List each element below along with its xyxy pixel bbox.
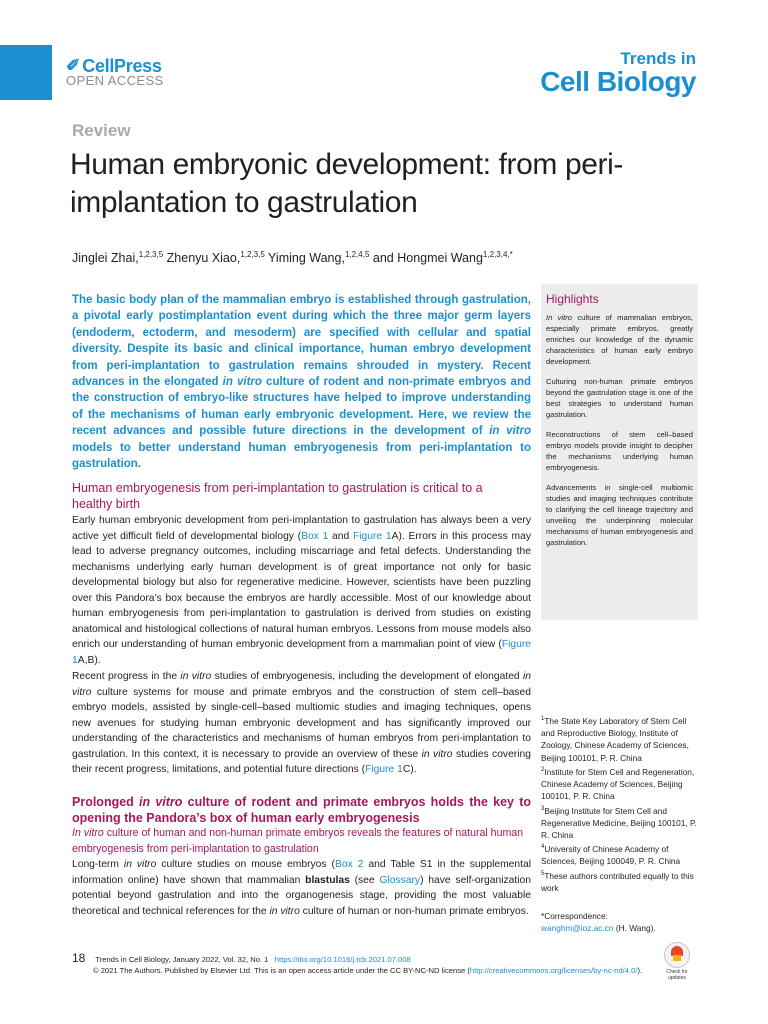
affiliations (541, 713, 698, 894)
section2-subheading (72, 826, 531, 857)
license-text: © 2021 The Authors. Published by Elsevier Ltd. This is an open access article under the CC BY-NC-ND license ( (93, 966, 470, 975)
journal-title-line2: Cell Biology (540, 66, 696, 97)
affiliation-text: Beijing Institute for Stem Cell and Regenerative Medicine, Beijing 100101, P. R. China (541, 805, 697, 840)
paragraph-text: ) have self-organization potential beyond gastrulation and into the organogenesis stage, providing the most valuable theoretical and technical references for the (72, 874, 531, 917)
author-affiliation-marks: 1,2,4,5 (344, 250, 370, 259)
author-name: and Hongmei Wang (372, 251, 483, 266)
paragraph-text: A). Errors in this process may lead to adverse pregnancy outcomes, including miscarriage and fetal defects. Understanding the mechanisms underlying early human development is of great importance not only for basic developmental biology but also for regenerative medicine. However, scientists have been puzzling over this Pandora’s box because the embryos are hardly accessible. Most of our knowledge about human embryogenesis from peri-implantation to gastrulation is derived from studies on existing anatomical and histological collections of natural human embryos. Lessons from mouse models also enrich our understanding of human embryonic development from a mammalian point of view ( (72, 530, 531, 650)
figure1-link[interactable]: Figure 1 (365, 764, 403, 775)
cellpress-icon: ✐ (66, 56, 81, 75)
author-affiliation-marks: 1,2,3,5 (138, 250, 164, 259)
paragraph-italic: in vitro (180, 671, 212, 682)
highlight-item: Culturing non-human primate embryos beyond the gastrulation stage is one of the best strategies to understand human gastrulation. (546, 377, 693, 419)
journal-color-tab (0, 45, 52, 100)
affiliation-number: 2 (541, 766, 545, 773)
section-heading-1: Human embryogenesis from peri-implantation to gastrulation is critical to a healthy birth (72, 481, 483, 511)
journal-title-line1: Trends in (620, 49, 696, 68)
bookmark-icon (664, 942, 690, 968)
affiliation-number: 3 (541, 805, 545, 812)
author-name: Jinglei Zhai, (72, 251, 139, 266)
article-type: Review (72, 121, 131, 140)
subheading-text: culture of human and non-human primate embryos reveals the features of natural human embryogenesis from peri-implantation to gastrulation (72, 827, 524, 855)
article-title: Human embryonic development: from peri-implantation to gastrulation (70, 148, 623, 219)
abstract-text: The basic body plan of the mammalian embryo is established through gastrulation, a pivotal early postimplantation event during which the three major germ layers (endoderm, ectoderm, and mesoderm) are specified with cellular and spatial diversity. Despite its basic and clinical importance, human embryo development from peri-implantation to gastrulation remains shrouded in mystery. Recent advances in the elongated (72, 294, 531, 389)
correspondence (541, 910, 698, 935)
author-list (72, 250, 513, 265)
author-name: Zhenyu Xiao, (166, 251, 241, 266)
footer-license (93, 966, 642, 975)
heading-text: culture of rodent and primate embryos holds the key to opening the Pandora’s box of human early embryogenesis (72, 795, 532, 825)
paragraph-text: culture of human or non-human primate embryos. (299, 905, 529, 917)
figure1-link[interactable]: Figure 1 (352, 530, 392, 542)
section-heading-2 (72, 794, 531, 826)
abstract-text: culture of rodent and non-primate embryos and the construction of embryo-like structures have helped to improve understanding of the mechanisms of human early embryonic development. Here, we review the recent advances and possible future directions in the development of (72, 376, 531, 438)
affiliation-text: The State Key Laboratory of Stem Cell and Reproductive Biology, Institute of Zoology, Chinese Academy of Sciences, Beijing 100101, P. R. China (541, 715, 689, 763)
abstract-italic: in vitro (489, 425, 531, 438)
highlight-italic: In vitro (546, 313, 573, 322)
affiliation-text: Institute for Stem Cell and Regeneration, Chinese Academy of Sciences, Beijing 100101, P. R. China (541, 766, 695, 802)
check-for-updates-badge[interactable] (659, 942, 695, 982)
paragraph-text: studies of embryogenesis, including the development of elongated (211, 671, 523, 682)
box2-link[interactable]: Box 2 (334, 859, 364, 870)
paragraph-text: and Table S1 in the supplemental information online) have shown that mammalian (72, 859, 532, 886)
paragraph-italic: in vitro (269, 905, 300, 917)
affiliation-text: University of Chinese Academy of Sciences, Beijing 100049, P. R. China (541, 844, 681, 867)
paragraph-text: studies covering their recent progress, limitations, and potential future directions ( (72, 748, 531, 775)
paragraph-text: (see (349, 874, 380, 886)
affiliation-item (541, 868, 698, 894)
cellpress-logo[interactable] (66, 58, 164, 87)
paragraph-text: and (328, 530, 353, 542)
affiliation-item (541, 713, 698, 764)
open-access-label: OPEN ACCESS (66, 73, 164, 88)
email-link[interactable]: wanghm@ioz.ac.cn (541, 923, 614, 934)
footer-citation (72, 951, 411, 965)
citation-text: Trends in Cell Biology, January 2022, Vol. 32, No. 1 (95, 955, 269, 964)
heading-italic: in vitro (139, 795, 183, 809)
paragraph-text: culture systems for mouse and primate embryos and the construction of stem cell–based embryo models, assisted by single-cell–based multiomic studies and imaging techniques, opens new avenues for studying human embryonic development and has significantly improved our understanding of the characteristics and mechanisms of human embryos from peri-implantation to gastrulation. In this context, it is necessary to provide an overview of these (72, 686, 531, 760)
figure1-link[interactable]: Figure 1 (72, 639, 531, 666)
paragraph-italic: in vitro (123, 859, 157, 870)
paragraph-text: Long-term (72, 859, 124, 870)
abstract (72, 292, 531, 472)
author-name: Yiming Wang, (268, 251, 345, 266)
glossary-link[interactable]: Glossary (379, 874, 421, 886)
paragraph-text: Recent progress in the (72, 671, 181, 682)
paragraph-text: A,B). (77, 654, 101, 666)
affiliation-number: 1 (541, 716, 545, 722)
glossary-term: blastulas (305, 874, 350, 886)
journal-title[interactable] (540, 50, 696, 96)
doi-link[interactable]: https://doi.org/10.1016/j.tcb.2021.07.008 (274, 955, 411, 964)
badge-label: Check for updates (666, 969, 688, 981)
paragraph-text: culture studies on mouse embryos ( (156, 859, 335, 870)
section1-paragraph-2 (72, 669, 531, 778)
license-link[interactable]: http://creativecommons.org/licenses/by-nc-nd/4.0/ (469, 966, 638, 975)
cellpress-name: CellPress (82, 56, 162, 76)
subheading-italic: In vitro (72, 827, 104, 839)
affiliation-item (541, 764, 698, 803)
section2-paragraph-1 (72, 857, 531, 919)
highlights-box (541, 284, 698, 620)
highlight-text: culture of mammalian embryos, especially primate embryos, greatly enriches our knowledge of the dynamic characteristics of human early embryo development. (546, 313, 693, 366)
paragraph-italic: in vitro (72, 671, 532, 698)
affiliation-item (541, 803, 698, 842)
correspondence-name: (H. Wang). (613, 923, 656, 934)
author-affiliation-marks: 1,2,3,4,* (482, 250, 513, 259)
correspondence-contact (541, 922, 698, 934)
highlights-title: Highlights (546, 292, 599, 306)
affiliation-text: These authors contributed equally to this work (541, 870, 694, 893)
abstract-text: models to better understand human embryogenesis from peri-implantation to gastrulation. (72, 441, 531, 471)
abstract-italic: in vitro (222, 376, 262, 389)
paragraph-text: C). (402, 764, 417, 775)
highlight-item (546, 312, 693, 367)
license-text: ). (637, 966, 643, 975)
affiliation-number: 5 (541, 870, 545, 877)
paragraph-text: Early human embryonic development from peri-implantation to gastrulation has always been a very active yet difficult field of developmental biology ( (72, 515, 531, 542)
box1-link[interactable]: Box 1 (301, 530, 329, 542)
highlight-item: Reconstructions of stem cell–based embryo models provide insight to decipher the mechanisms underlying human embryogenesis. (546, 430, 693, 472)
section1-paragraph-1 (72, 513, 531, 668)
correspondence-label: *Correspondence: (541, 911, 608, 921)
paragraph-italic: in vitro (421, 748, 453, 760)
highlight-item: Advancements in single-cell multiomic studies and imaging techniques contribute to clarifying the cell lineage trajectory and unveiling the underpinning molecular mechanisms of human embryogenesis and gastrulation. (546, 483, 693, 547)
heading-text: Prolonged (72, 795, 140, 809)
affiliation-number: 4 (541, 844, 545, 851)
author-affiliation-marks: 1,2,3,5 (240, 250, 265, 259)
page-number: 18 (72, 951, 86, 965)
affiliation-item (541, 841, 698, 867)
